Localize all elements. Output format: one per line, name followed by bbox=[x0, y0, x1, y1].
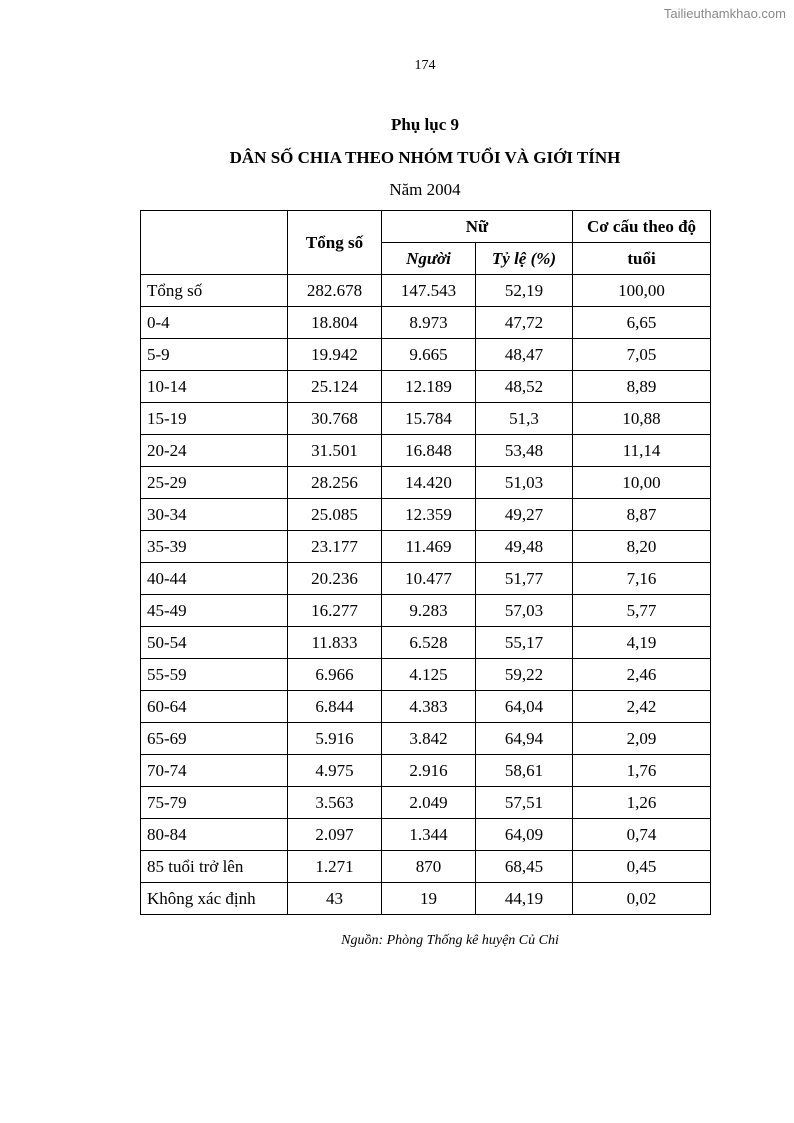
cell-total: 5.916 bbox=[288, 723, 382, 755]
cell-age-group: Tổng số bbox=[141, 275, 288, 307]
cell-age-group: 45-49 bbox=[141, 595, 288, 627]
cell-age-group: Không xác định bbox=[141, 883, 288, 915]
cell-age-group: 80-84 bbox=[141, 819, 288, 851]
cell-female-persons: 9.283 bbox=[382, 595, 476, 627]
table-row bbox=[141, 691, 711, 723]
cell-female-ratio: 49,27 bbox=[476, 499, 573, 531]
cell-structure: 2,42 bbox=[573, 691, 711, 723]
cell-total: 19.942 bbox=[288, 339, 382, 371]
page-number: 174 bbox=[414, 58, 436, 73]
cell-female-ratio: 52,19 bbox=[476, 275, 573, 307]
cell-female-persons: 3.842 bbox=[382, 723, 476, 755]
cell-total: 282.678 bbox=[288, 275, 382, 307]
cell-female-persons: 1.344 bbox=[382, 819, 476, 851]
cell-female-persons: 4.383 bbox=[382, 691, 476, 723]
population-table bbox=[140, 210, 711, 915]
cell-female-persons: 11.469 bbox=[382, 531, 476, 563]
cell-female-persons: 16.848 bbox=[382, 435, 476, 467]
table-row bbox=[141, 435, 711, 467]
table-row bbox=[141, 787, 711, 819]
header-structure-line1: Cơ cấu theo độ bbox=[573, 211, 711, 243]
cell-female-ratio: 58,61 bbox=[476, 755, 573, 787]
cell-female-ratio: 48,52 bbox=[476, 371, 573, 403]
header-female: Nữ bbox=[382, 211, 573, 243]
cell-female-ratio: 51,03 bbox=[476, 467, 573, 499]
cell-age-group: 50-54 bbox=[141, 627, 288, 659]
cell-structure: 6,65 bbox=[573, 307, 711, 339]
cell-total: 25.124 bbox=[288, 371, 382, 403]
cell-age-group: 5-9 bbox=[141, 339, 288, 371]
cell-female-ratio: 47,72 bbox=[476, 307, 573, 339]
cell-total: 28.256 bbox=[288, 467, 382, 499]
cell-female-persons: 12.359 bbox=[382, 499, 476, 531]
cell-total: 30.768 bbox=[288, 403, 382, 435]
table-row bbox=[141, 499, 711, 531]
cell-female-ratio: 55,17 bbox=[476, 627, 573, 659]
header-structure-line2: tuổi bbox=[573, 243, 711, 275]
cell-female-persons: 19 bbox=[382, 883, 476, 915]
table-row bbox=[141, 627, 711, 659]
cell-age-group: 30-34 bbox=[141, 499, 288, 531]
cell-age-group: 65-69 bbox=[141, 723, 288, 755]
cell-female-ratio: 57,51 bbox=[476, 787, 573, 819]
cell-structure: 10,00 bbox=[573, 467, 711, 499]
cell-structure: 8,89 bbox=[573, 371, 711, 403]
cell-structure: 5,77 bbox=[573, 595, 711, 627]
table-row bbox=[141, 307, 711, 339]
cell-structure: 2,46 bbox=[573, 659, 711, 691]
cell-total: 25.085 bbox=[288, 499, 382, 531]
cell-female-ratio: 68,45 bbox=[476, 851, 573, 883]
watermark: Tailieuthamkhao.com bbox=[663, 6, 786, 21]
cell-female-persons: 4.125 bbox=[382, 659, 476, 691]
cell-total: 4.975 bbox=[288, 755, 382, 787]
cell-age-group: 85 tuổi trở lên bbox=[141, 851, 288, 883]
cell-structure: 1,26 bbox=[573, 787, 711, 819]
cell-female-ratio: 49,48 bbox=[476, 531, 573, 563]
cell-age-group: 35-39 bbox=[141, 531, 288, 563]
table-row bbox=[141, 883, 711, 915]
table-row bbox=[141, 755, 711, 787]
cell-structure: 0,45 bbox=[573, 851, 711, 883]
cell-female-ratio: 57,03 bbox=[476, 595, 573, 627]
cell-structure: 8,87 bbox=[573, 499, 711, 531]
table-row bbox=[141, 595, 711, 627]
cell-total: 20.236 bbox=[288, 563, 382, 595]
cell-age-group: 55-59 bbox=[141, 659, 288, 691]
table-row bbox=[141, 659, 711, 691]
cell-total: 6.966 bbox=[288, 659, 382, 691]
cell-female-persons: 6.528 bbox=[382, 627, 476, 659]
cell-total: 11.833 bbox=[288, 627, 382, 659]
cell-structure: 0,74 bbox=[573, 819, 711, 851]
cell-total: 1.271 bbox=[288, 851, 382, 883]
cell-total: 43 bbox=[288, 883, 382, 915]
cell-female-ratio: 44,19 bbox=[476, 883, 573, 915]
cell-female-persons: 147.543 bbox=[382, 275, 476, 307]
cell-structure: 100,00 bbox=[573, 275, 711, 307]
cell-structure: 0,02 bbox=[573, 883, 711, 915]
appendix-title: Phụ lục 9 bbox=[390, 115, 460, 134]
cell-female-ratio: 51,77 bbox=[476, 563, 573, 595]
cell-female-persons: 15.784 bbox=[382, 403, 476, 435]
cell-age-group: 10-14 bbox=[141, 371, 288, 403]
cell-age-group: 20-24 bbox=[141, 435, 288, 467]
cell-female-persons: 2.049 bbox=[382, 787, 476, 819]
cell-female-ratio: 51,3 bbox=[476, 403, 573, 435]
cell-total: 3.563 bbox=[288, 787, 382, 819]
table-row bbox=[141, 467, 711, 499]
table-row bbox=[141, 275, 711, 307]
table-row bbox=[141, 723, 711, 755]
table-row bbox=[141, 339, 711, 371]
cell-structure: 1,76 bbox=[573, 755, 711, 787]
cell-structure: 4,19 bbox=[573, 627, 711, 659]
cell-female-ratio: 64,94 bbox=[476, 723, 573, 755]
cell-female-ratio: 53,48 bbox=[476, 435, 573, 467]
cell-age-group: 75-79 bbox=[141, 787, 288, 819]
cell-total: 31.501 bbox=[288, 435, 382, 467]
cell-female-ratio: 59,22 bbox=[476, 659, 573, 691]
header-total: Tổng số bbox=[288, 211, 382, 275]
cell-total: 18.804 bbox=[288, 307, 382, 339]
year-label: Năm 2004 bbox=[389, 180, 461, 199]
cell-structure: 7,05 bbox=[573, 339, 711, 371]
cell-female-persons: 9.665 bbox=[382, 339, 476, 371]
cell-age-group: 15-19 bbox=[141, 403, 288, 435]
cell-age-group: 0-4 bbox=[141, 307, 288, 339]
cell-total: 6.844 bbox=[288, 691, 382, 723]
cell-age-group: 70-74 bbox=[141, 755, 288, 787]
table-row bbox=[141, 563, 711, 595]
cell-total: 2.097 bbox=[288, 819, 382, 851]
cell-female-ratio: 64,09 bbox=[476, 819, 573, 851]
cell-female-persons: 14.420 bbox=[382, 467, 476, 499]
cell-female-ratio: 48,47 bbox=[476, 339, 573, 371]
cell-age-group: 25-29 bbox=[141, 467, 288, 499]
table-row bbox=[141, 851, 711, 883]
cell-female-persons: 12.189 bbox=[382, 371, 476, 403]
cell-structure: 7,16 bbox=[573, 563, 711, 595]
cell-structure: 8,20 bbox=[573, 531, 711, 563]
cell-age-group: 40-44 bbox=[141, 563, 288, 595]
cell-female-persons: 10.477 bbox=[382, 563, 476, 595]
cell-age-group: 60-64 bbox=[141, 691, 288, 723]
cell-structure: 11,14 bbox=[573, 435, 711, 467]
page-title: DÂN SỐ CHIA THEO NHÓM TUỔI VÀ GIỚI TÍNH bbox=[229, 148, 621, 167]
table-row bbox=[141, 531, 711, 563]
cell-total: 16.277 bbox=[288, 595, 382, 627]
header-ratio: Tỷ lệ (%) bbox=[476, 243, 573, 275]
cell-female-persons: 8.973 bbox=[382, 307, 476, 339]
cell-female-persons: 2.916 bbox=[382, 755, 476, 787]
table-row bbox=[141, 819, 711, 851]
cell-structure: 10,88 bbox=[573, 403, 711, 435]
cell-female-ratio: 64,04 bbox=[476, 691, 573, 723]
header-persons: Người bbox=[382, 243, 476, 275]
table-row bbox=[141, 371, 711, 403]
cell-female-persons: 870 bbox=[382, 851, 476, 883]
header-age-group bbox=[141, 211, 288, 275]
table-row bbox=[141, 403, 711, 435]
source-note: Nguồn: Phòng Thống kê huyện Củ Chi bbox=[341, 933, 559, 948]
cell-total: 23.177 bbox=[288, 531, 382, 563]
cell-structure: 2,09 bbox=[573, 723, 711, 755]
